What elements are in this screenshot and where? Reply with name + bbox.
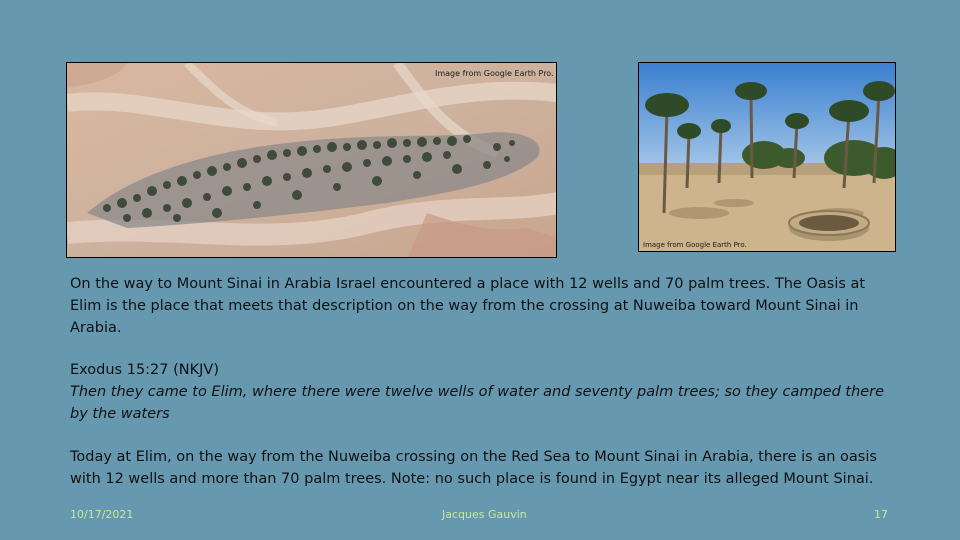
verse-quote: Then they came to Elim, where there were twelve wells of water and seventy palm trees; so they camped there by the waters bbox=[70, 384, 885, 422]
footer-author: Jacques Gauvin bbox=[442, 508, 527, 521]
today-paragraph: Today at Elim, on the way from the Nuweiba crossing on the Red Sea to Mount Sinai in Arabia, there is an oasis with 12 wells and more than 70 palm trees. Note: no such place is found in Egypt near its alleged Mount Sinai. bbox=[70, 449, 877, 487]
aerial-image-credit: Image from Google Earth Pro. bbox=[435, 69, 554, 78]
oasis-palm-photo bbox=[638, 62, 896, 252]
verse-reference: Exodus 15:27 (NKJV) bbox=[70, 362, 219, 378]
slide-number: 17 bbox=[874, 508, 888, 521]
oasis-photo-credit: Image from Google Earth Pro. bbox=[643, 241, 747, 249]
intro-paragraph: On the way to Mount Sinai in Arabia Israel encountered a place with 12 wells and 70 palm trees. The Oasis at Elim is the place that meets that description on the way from the crossing at Nuweiba toward Mount Sinai in Arabia. bbox=[70, 276, 866, 336]
footer-date: 10/17/2021 bbox=[70, 508, 134, 521]
aerial-oasis-image bbox=[66, 62, 557, 258]
